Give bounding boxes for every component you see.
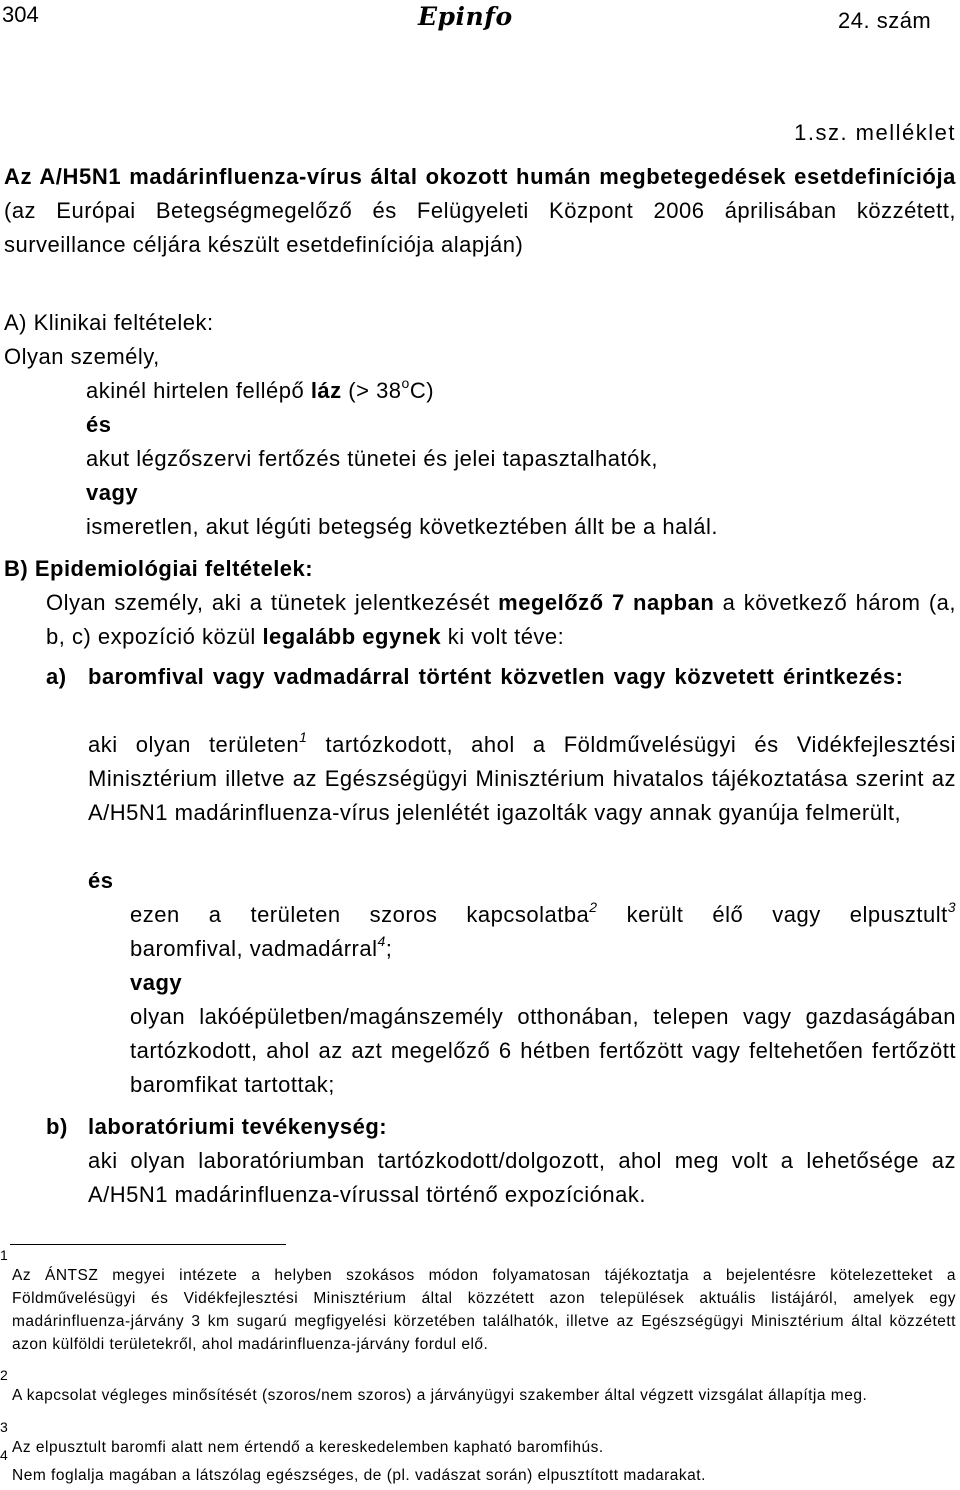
footnote-1-text: Az ÁNTSZ megyei intézete a helyben szokásos módon folyamatosan tájékoztatja a bejelentésre kötelezetteket a Földművelésügyi és Vidékfejlesztési Minisztérium által közzétett azon települések aktuális listájáról, amelyek egy madárinfluenza-járvány 3 km sugarú megfigyelési körzetében találhatók, illetve az Egészségügyi Minisztérium által közzétett azon külföldi területekről, ahol madárinfluenza-járvány fordul elő. [12, 1267, 956, 1353]
intro-bold-days: megelőző 7 napban [498, 590, 715, 615]
footnote-3: 3 Az elpusztult baromfi alatt nem értendő a kereskedelemben kapható baromfihús. [0, 1419, 604, 1456]
title-bold: Az A/H5N1 madárinfluenza-vírus által okozott humán megbetegedések esetdefiníciója [4, 164, 956, 189]
footnote-1: 1 Az ÁNTSZ megyei intézete a helyben szokásos módon folyamatosan tájékoztatja a bejelentésre kötelezetteket a Földművelésügyi és Vidékfejlesztési Minisztérium által közzétett azon települések aktuális listájáról, amelyek egy madárinfluenza-járvány 3 km sugarú megfigyelési körzetében találhatók, illetve az Egészségügyi Minisztérium által közzétett azon külföldi területekről, ahol madárinfluenza-járvány fordul elő. [0, 1247, 956, 1353]
annex-label: 1.sz. melléklet [794, 120, 956, 145]
a-sub1-post: ; [385, 936, 393, 961]
connector-or: vagy [86, 480, 139, 505]
section-a-death-line: ismeretlen, akut légúti betegség következtében állt be a halál. [86, 514, 718, 539]
document-title [4, 160, 956, 262]
fever-temp: (> 38 [341, 378, 402, 403]
footnote-2: 2 A kapcsolat végleges minősítését (szoros/nem szoros) a járványügyi szakember által végzett vizsgálat állapítja meg. [0, 1367, 868, 1404]
connector-and: és [86, 412, 112, 437]
footnote-4: 4 Nem foglalja magában a látszólag egészséges, de (pl. vadászat során) elpusztított madarakat. [0, 1447, 706, 1484]
section-a-respiratory-line: akut légzőszervi fertőzés tünetei és jelei tapasztalhatók, [86, 446, 658, 471]
title-rest: (az Európai Betegségmegelőző és Felügyeleti Központ 2006 áprilisában közzétett, surveillance céljára készült esetdefiníciója alapján) [4, 198, 956, 257]
item-b-label: b) [46, 1114, 68, 1139]
a-sub1-post-pre: baromfival, vadmadárral [130, 936, 378, 961]
item-a-sub2: olyan lakóépületben/magánszemély otthonában, telepen vagy gazdaságában tartózkodott, ahol az azt megelőző 6 hétben fertőzött vagy feltehetően fertőzött baromfikat tartottak; [130, 1004, 956, 1097]
section-b-heading [4, 552, 313, 586]
footnote-ref-4: 4 [377, 932, 386, 949]
item-a-heading: baromfival vagy vadmadárral történt közvetlen vagy közvetett érintkezés: [88, 664, 904, 689]
footnote-3-text: Az elpusztult baromfi alatt nem értendő a kereskedelemben kapható baromfihús. [12, 1439, 604, 1456]
footnote-ref-2: 2 [589, 898, 598, 915]
intro-post: ki volt téve: [441, 624, 565, 649]
footnote-ref-3: 3 [947, 898, 956, 915]
footnote-4-text: Nem foglalja magában a látszólag egészséges, de (pl. vadászat során) elpusztított madarakat. [12, 1467, 706, 1484]
item-b-heading: laboratóriumi tevékenység: [88, 1114, 388, 1139]
fever-unit: C) [409, 378, 435, 403]
item-a-text [88, 728, 956, 830]
a-text-post: tartózkodott, ahol a Földművelésügyi és Vidékfejlesztési Minisztérium illetve az Egészségügyi Minisztérium hivatalos tájékoztatása szerint az A/H5N1 madárinfluenza-vírus jelenlétét igazolták vagy annak gyanúja felmerült, [88, 732, 957, 825]
section-b-intro [46, 586, 956, 654]
section-a-heading: A) Klinikai feltételek: [4, 310, 214, 335]
footnote-ref-1: 1 [299, 728, 308, 745]
a-sub1-line2 [130, 932, 392, 966]
a-sub1-pre: ezen a területen szoros kapcsolatba [130, 902, 590, 927]
fever-pre: akinél hirtelen fellépő [86, 378, 311, 403]
a-sub1-line1 [130, 898, 956, 932]
item-a-label: a) [46, 664, 67, 689]
intro-pre: Olyan személy, aki a tünetek jelentkezését [46, 590, 499, 615]
a-text-pre: aki olyan területen [88, 732, 300, 757]
connector-or-2: vagy [130, 970, 183, 995]
page-number: 304 [2, 2, 39, 27]
issue-number: 24. szám [838, 8, 932, 33]
section-a-fever-line [86, 374, 434, 408]
fever-bold: láz [310, 378, 342, 403]
section-a [4, 306, 956, 546]
item-b-text: aki olyan laboratóriumban tartózkodott/dolgozott, ahol meg volt a lehetősége az A/H5N1 madárinfluenza-vírussal történő expozíciónak. [88, 1148, 956, 1207]
footnote-divider [10, 1244, 286, 1245]
a-sub1-mid: került élő vagy elpusztult [597, 902, 948, 927]
intro-bold-least: legalább egynek [262, 624, 442, 649]
section-b-heading-text: B) Epidemiológiai feltételek: [4, 556, 314, 581]
degree-sup: o [401, 374, 410, 391]
connector-and-2: és [88, 868, 114, 893]
section-a-intro: Olyan személy, [4, 344, 160, 369]
journal-logo: Epinfo [418, 2, 513, 31]
intro-mid: a következő három (a, b, c) expozíció közül [46, 590, 956, 649]
footnote-2-text: A kapcsolat végleges minősítését (szoros/nem szoros) a járványügyi szakember által végzett vizsgálat állapítja meg. [12, 1387, 868, 1404]
